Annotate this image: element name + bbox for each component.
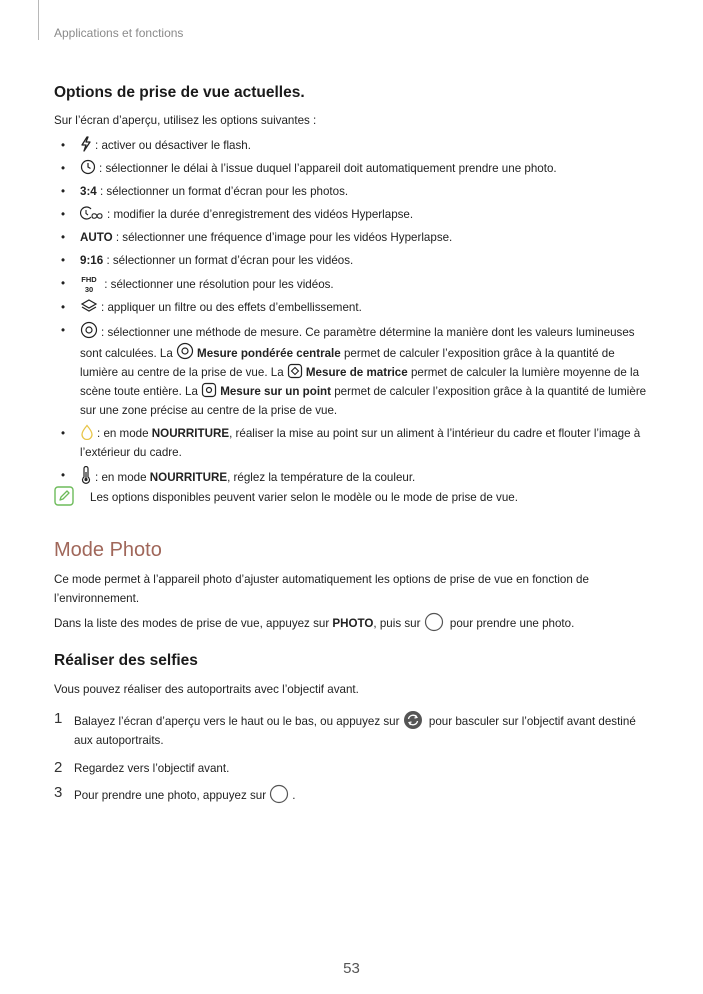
list-item-food-temp: • : en mode NOURRITURE, réglez la température de la couleur. — [54, 466, 654, 487]
note-box — [54, 486, 654, 508]
metering-icon — [80, 321, 98, 339]
list-item-timer: • : sélectionner le délai à l’issue duquel l’appareil doit automatiquement prendre une photo. — [54, 159, 654, 178]
list-item-filter: • : appliquer un filtre ou des effets d’embellissement. — [54, 298, 654, 317]
photo-mode-instruction: Dans la liste des modes de prise de vue, appuyez sur PHOTO, puis sur pour prendre une photo. — [54, 612, 654, 633]
list-item-resolution: • FHD 30 : sélectionner une résolution pour les vidéos. — [54, 274, 654, 294]
shutter-button-icon — [269, 784, 289, 804]
options-list — [54, 136, 654, 491]
list-item-auto: • AUTO : sélectionner une fréquence d’image pour les vidéos Hyperlapse. — [54, 228, 654, 247]
resolution-icon — [80, 274, 98, 294]
step-2: 2 Regardez vers l’objectif avant. — [54, 759, 230, 776]
photo-mode-desc: Ce mode permet à l’appareil photo d’ajuster automatiquement les options de prise de vue en fonction de l’environnement. — [54, 573, 589, 605]
list-item-ratio: • 3:4 : sélectionner un format d’écran pour les photos. — [54, 182, 654, 201]
step-1: 1 Balayez l’écran d’aperçu vers le haut ou le bas, ou appuyez sur pour basculer sur l’objectif avant destiné aux autoportraits. — [54, 710, 636, 747]
thermometer-icon — [80, 466, 92, 484]
header-rule — [38, 0, 39, 40]
matrix-icon — [287, 363, 303, 379]
options-title: Options de prise de vue actuelles. — [54, 84, 305, 101]
spot-icon — [201, 382, 217, 398]
page-number: 53 — [343, 960, 360, 977]
center-weighted-icon — [176, 342, 194, 360]
step-3: 3 Pour prendre une photo, appuyez sur . — [54, 784, 296, 802]
switch-camera-icon — [403, 710, 423, 730]
list-item-hyperlapse-duration: • : modifier la durée d’enregistrement des vidéos Hyperlapse. — [54, 205, 654, 224]
list-item-food-focus: • : en mode NOURRITURE, réaliser la mise au point sur un aliment à l’intérieur du cadre et flouter l’image à l’extérieur du cadre. — [54, 424, 654, 462]
selfies-title: Réaliser des selfies — [54, 652, 198, 669]
svg-text:30: 30 — [84, 285, 94, 294]
food-focus-icon — [80, 424, 94, 440]
list-item-video-ratio: • 9:16 : sélectionner un format d’écran pour les vidéos. — [54, 251, 654, 270]
shutter-button-icon — [424, 612, 444, 632]
svg-text:FHD: • FHD — [81, 275, 97, 284]
header-section: Applications et fonctions — [54, 26, 184, 40]
hyperlapse-duration-icon — [80, 205, 104, 221]
list-item-flash: • : activer ou désactiver le flash. — [54, 136, 654, 155]
note-text: Les options disponibles peuvent varier selon le modèle ou le mode de prise de vue. — [90, 491, 518, 504]
timer-icon — [80, 159, 96, 175]
note-pencil-icon — [54, 486, 74, 506]
filter-icon — [80, 298, 98, 314]
selfies-steps — [54, 710, 654, 805]
flash-icon — [80, 136, 92, 152]
section-title-photo-mode: Mode Photo — [54, 539, 162, 561]
options-intro: Sur l’écran d’aperçu, utilisez les options suivantes : — [54, 114, 317, 127]
list-item-metering: • : sélectionner une méthode de mesure. Ce paramètre détermine la manière dont les valeurs lumineuses sont calculées. La Mesure pondérée centrale permet de calculer l’exposition grâce à la quantité de lumière au centre de la prise de vue. La Mesure de matrice permet de calculer la lumière moyenne de la scène toute entière. La Mesure sur un point permet de calculer l’exposition grâce à la quantité de lumière sur une zone précise au centre de la prise de vue. — [54, 321, 654, 420]
selfies-intro: Vous pouvez réaliser des autoportraits avec l’objectif avant. — [54, 683, 359, 696]
